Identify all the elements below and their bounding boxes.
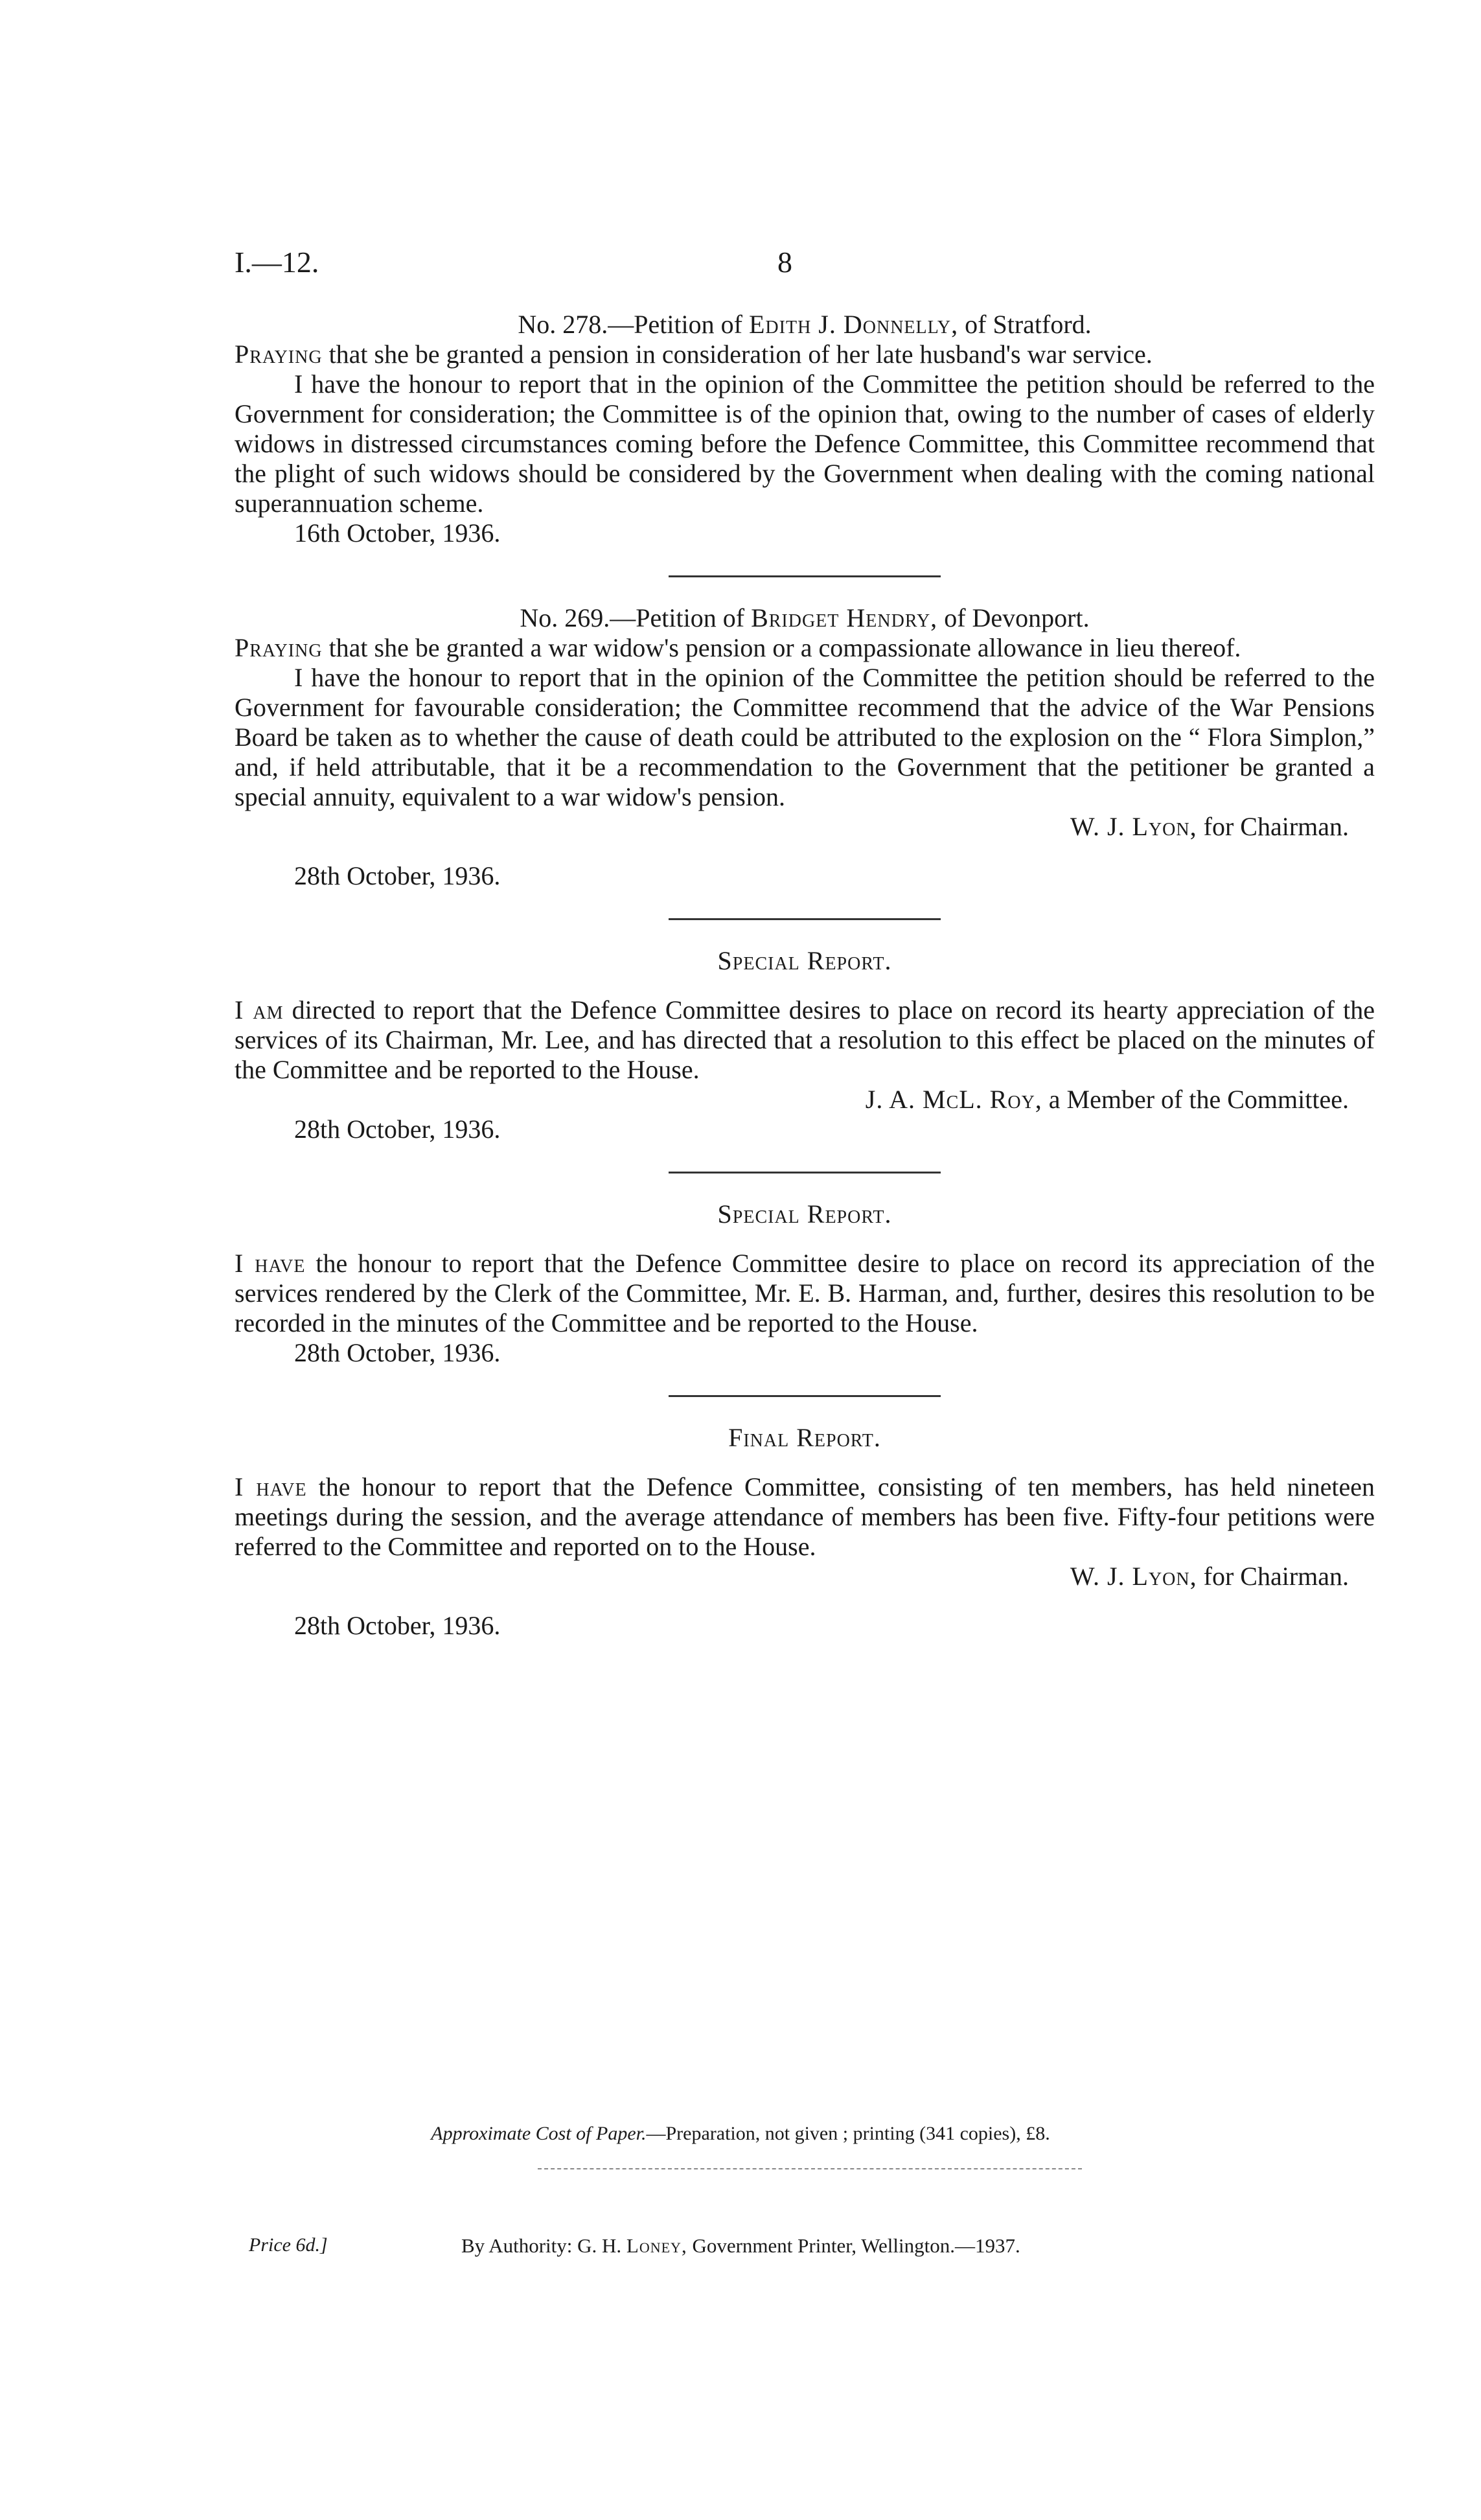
authority-suffix: Government Printer, Wellington.—1937. (687, 2234, 1020, 2257)
price: Price 6d.] (249, 2234, 328, 2256)
heading-suffix: of Stratford. (965, 310, 1092, 339)
final-report-body (235, 1472, 1375, 1562)
opening-caps: I have (235, 1249, 306, 1278)
report-text: directed to report that the Defence Committee desires to place on record its hearty appreciation of the services of its Chairman, Mr. Lee, and has directed that a resolution to this effect be placed on the minutes of the Committee and be reported to the House. (235, 995, 1375, 1084)
opening-caps: I have (235, 1472, 307, 1501)
signatory-role: a Member of the Committee. (1042, 1085, 1349, 1114)
signatory-name: W. J. Lyon, (1070, 1562, 1197, 1591)
opening-caps: I am (235, 995, 284, 1024)
cost-text: —Preparation, not given ; printing (341 copies), £8. (646, 2123, 1050, 2144)
special-report-1-body (235, 995, 1375, 1085)
petition-269-date: 28th October, 1936. (294, 861, 501, 890)
petition-269-body: I have the honour to report that in the opinion of the Committee the petition should be referred to the Government for favourable consideration; the Committee recommend that the advice of the War Pensions Board be taken as to whether the cause of death could be attributed to the explosion on the “ Flora Simplon,” and, if held attributable, that it be a recommendation to the Government that the petitioner be granted a special annuity, equivalent to a war widow's pension. (235, 663, 1375, 811)
signatory-role: for Chairman. (1197, 812, 1349, 841)
printer-authority (461, 2234, 1020, 2258)
petitioner-name: Edith J. Donnelly, (749, 310, 959, 339)
final-report-date: 28th October, 1936. (294, 1611, 501, 1640)
praying-word: Praying (235, 633, 323, 662)
petition-269-signature (235, 812, 1375, 842)
authority-prefix: By Authority: G. H. (461, 2234, 626, 2257)
page-number: 8 (777, 246, 792, 279)
final-report-heading: Final Report. (728, 1423, 881, 1452)
footer-divider (538, 2168, 1082, 2169)
section-divider (669, 575, 941, 577)
report-text: the honour to report that the Defence Committee, consisting of ten members, has held nineteen meetings during the session, and the average attendance of members has been five. Fifty-four petitions were referred to the Committee and reported on to the House. (235, 1472, 1375, 1561)
special-report-2-date: 28th October, 1936. (294, 1338, 501, 1367)
section-divider (669, 1172, 941, 1173)
petition-278-body: I have the honour to report that in the opinion of the Committee the petition should be referred to the Government for consideration; the Committee is of the opinion that, owing to the number of cases of elderly widows in distressed circumstances coming before the Defence Committee, this Committee recommend that the plight of such widows should be considered by the Government when dealing with the coming national superannuation scheme. (235, 369, 1375, 518)
document-body (235, 310, 1375, 1641)
petition-278-date: 16th October, 1936. (294, 518, 501, 548)
special-report-1-date: 28th October, 1936. (294, 1115, 501, 1144)
petition-278-heading (235, 310, 1375, 340)
section-divider (669, 1395, 941, 1397)
petition-269-heading (235, 603, 1375, 633)
printer-name: Loney, (626, 2234, 687, 2257)
section-divider (669, 918, 941, 920)
special-report-1-signature (235, 1085, 1375, 1115)
final-report-signature (235, 1562, 1375, 1591)
signatory-role: for Chairman. (1197, 1562, 1349, 1591)
paper-reference: I.—12. (235, 246, 319, 279)
petitioner-name: Bridget Hendry, (751, 603, 938, 632)
cost-of-paper (0, 2123, 1481, 2145)
report-text: the honour to report that the Defence Committee desire to place on record its appreciation of the services rendered by the Clerk of the Committee, Mr. E. B. Harman, and, further, desires this resolution to be recorded in the minutes of the Committee and be reported to the House. (235, 1249, 1375, 1337)
special-report-2-heading: Special Report. (717, 1199, 892, 1229)
heading-suffix: of Devonport. (944, 603, 1090, 632)
signatory-name: J. A. McL. Roy, (865, 1085, 1042, 1114)
praying-word: Praying (235, 340, 323, 369)
petition-278-praying (235, 340, 1375, 369)
cost-label: Approximate Cost of Paper. (431, 2123, 647, 2144)
special-report-1-heading: Special Report. (717, 946, 892, 975)
praying-text: that she be granted a war widow's pension or a compassionate allowance in lieu thereof. (322, 633, 1241, 662)
praying-text: that she be granted a pension in consideration of her late husband's war service. (322, 340, 1153, 369)
special-report-2-body (235, 1249, 1375, 1338)
heading-prefix: No. 269.—Petition of (520, 603, 745, 632)
signatory-name: W. J. Lyon, (1070, 812, 1197, 841)
heading-prefix: No. 278.—Petition of (518, 310, 742, 339)
petition-269-praying (235, 633, 1375, 663)
